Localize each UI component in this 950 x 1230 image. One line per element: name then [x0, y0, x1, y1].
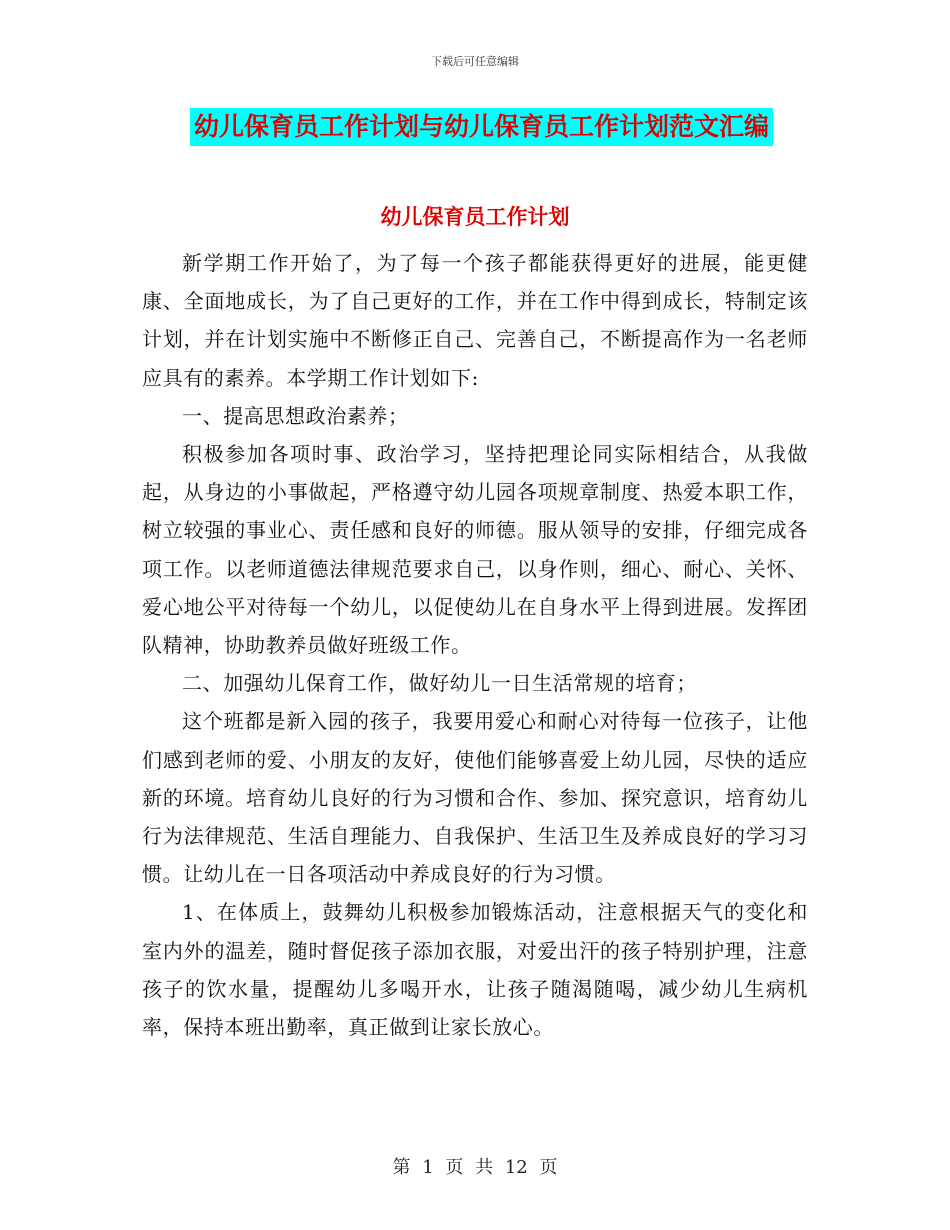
section-heading-1: 一、提高思想政治素养； [182, 403, 409, 428]
page-number: 第 1 页 共 12 页 [392, 1157, 558, 1178]
intro-paragraph: 新学期工作开始了，为了每一个孩子都能获得更好的进展，能更健康、全面地成长，为了自己更好的工作，并在工作中得到成长，特制定该计划，并在计划实施中不断修正自己、完善自己，不断提高作为一名老师应具有的素养。本学期工作计划如下: [142, 251, 808, 390]
body-paragraph: 积极参加各项时事、政治学习，坚持把理论同实际相结合，从我做起，从身边的小事做起，严格遵守幼儿园各项规章制度、热爱本职工作，树立较强的事业心、责任感和良好的师德。服从领导的安排，仔细完成各项工作。以老师道德法律规范要求自己，以身作则，细心、耐心、关怀、爱心地公平对待每一个幼儿，以促使幼儿在自身水平上得到进展。发挥团队精神，协助教养员做好班级工作。 [142, 442, 808, 658]
header-note: 下载后可任意编辑 [431, 55, 519, 68]
section-heading-2: 二、加强幼儿保育工作，做好幼儿一日生活常规的培育； [182, 671, 697, 696]
body-paragraph: 这个班都是新入园的孩子，我要用爱心和耐心对待每一位孩子，让他们感到老师的爱、小朋友的友好，使他们能够喜爱上幼儿园，尽快的适应新的环境。培育幼儿良好的行为习惯和合作、参加、探究意识，培育幼儿行为法律规范、生活自理能力、自我保护、生活卫生及养成良好的学习习惯。让幼儿在一日各项活动中养成良好的行为习惯。 [142, 709, 808, 887]
document-title: 幼儿保育员工作计划与幼儿保育员工作计划范文汇编 [190, 108, 773, 146]
section-title: 幼儿保育员工作计划 [380, 205, 570, 229]
document-body [142, 244, 808, 1046]
body-paragraph: 1、在体质上，鼓舞幼儿积极参加锻炼活动，注意根据天气的变化和室内外的温差，随时督促孩子添加衣服，对爱出汗的孩子特别护理，注意孩子的饮水量，提醒幼儿多喝开水，让孩子随渴随喝，减少幼儿生病机率，保持本班出勤率，真正做到让家长放心。 [142, 900, 808, 1040]
